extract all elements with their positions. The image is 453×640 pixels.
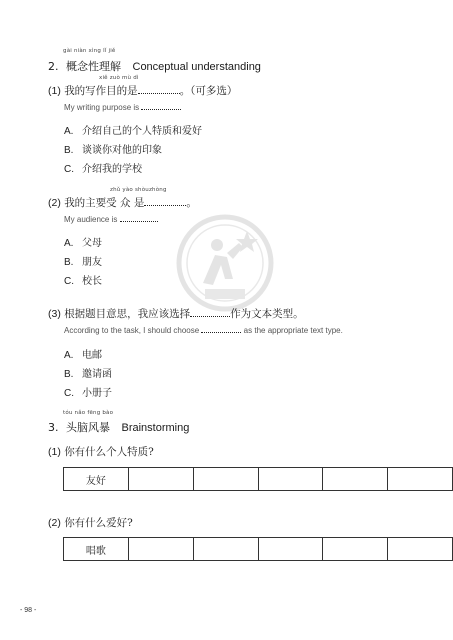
q3-text-after: 作为文本类型。 — [230, 308, 304, 320]
b2-cell[interactable] — [323, 538, 388, 561]
q3-option-c-text: 小册子 — [82, 388, 112, 399]
q2-option-b-text: 朋友 — [82, 257, 102, 268]
q3-number: (3) — [48, 308, 61, 320]
section3-title-cn: 头脑风暴 — [66, 421, 110, 434]
q2-option-b[interactable] — [64, 253, 102, 268]
q2-pinyin: zhǔ yào shòuzhòng — [110, 187, 167, 193]
b1-cell[interactable] — [258, 468, 323, 491]
section2-title-en: Conceptual understanding — [132, 61, 261, 73]
q1-number: (1) — [48, 85, 61, 97]
q3-english-before: According to the task, I should choose — [64, 326, 200, 335]
b2-cell[interactable]: 唱歌 — [64, 538, 129, 561]
q2-option-c-text: 校长 — [82, 276, 102, 287]
q1-pinyin: xiě zuò mù dì — [99, 75, 139, 81]
b1-cell[interactable]: 友好 — [64, 468, 129, 491]
section3-pinyin: tóu nǎo fēng bào — [63, 410, 114, 416]
q1-option-b[interactable] — [64, 141, 162, 156]
q2-english-text: My audience is — [64, 215, 118, 224]
b1-cell[interactable] — [323, 468, 388, 491]
q2-option-c[interactable] — [64, 272, 102, 287]
q1-option-a[interactable] — [64, 122, 202, 137]
q2-option-a-letter: A. — [64, 238, 74, 249]
q2-option-a[interactable] — [64, 234, 102, 249]
q1-option-b-text: 谈谈你对他的印象 — [82, 145, 162, 156]
section2-pinyin: gài niàn xìng lǐ jiě — [63, 48, 116, 54]
q3-english-blank[interactable] — [201, 324, 241, 333]
q2-number: (2) — [48, 197, 61, 209]
q3-option-b-text: 邀请函 — [82, 369, 112, 380]
section2-number: 2. — [48, 60, 59, 73]
b2-cell[interactable] — [258, 538, 323, 561]
q3-option-b[interactable] — [64, 365, 112, 380]
q1-option-b-letter: B. — [64, 145, 74, 156]
section3-heading — [48, 419, 189, 435]
b2-number: (2) — [48, 517, 61, 529]
q3-option-b-letter: B. — [64, 369, 74, 380]
q2-question — [48, 195, 197, 210]
section3-number: 3. — [48, 421, 59, 434]
q2-option-b-letter: B. — [64, 257, 74, 268]
q1-option-c-text: 介绍我的学校 — [82, 164, 142, 175]
q3-english — [64, 324, 343, 335]
b1-text: 你有什么个人特质? — [64, 446, 154, 458]
b1-question — [48, 444, 154, 459]
b1-cell[interactable] — [193, 468, 258, 491]
q2-text-after: 。 — [186, 197, 197, 209]
page-number: - 98 - — [20, 607, 37, 614]
watermark-logo — [175, 213, 275, 313]
b1-number: (1) — [48, 446, 61, 458]
q1-answer-blank[interactable] — [138, 83, 180, 94]
b1-cell[interactable] — [388, 468, 453, 491]
q2-english-blank[interactable] — [120, 213, 158, 222]
q1-text-after: 。（可多选） — [179, 85, 238, 97]
q1-option-a-letter: A. — [64, 126, 74, 137]
q1-option-c-letter: C. — [64, 164, 74, 175]
q3-option-c-letter: C. — [64, 388, 74, 399]
q1-english-blank[interactable] — [141, 101, 181, 110]
section2-heading — [48, 58, 261, 74]
q1-english — [64, 101, 181, 112]
q3-option-a-letter: A. — [64, 350, 74, 361]
b2-table — [63, 537, 453, 561]
section3-title-en: Brainstorming — [121, 422, 190, 434]
b1-cell[interactable] — [128, 468, 193, 491]
q3-answer-blank[interactable] — [190, 306, 230, 317]
q1-question — [48, 83, 237, 98]
q3-option-a-text: 电邮 — [82, 350, 102, 361]
q3-question — [48, 306, 304, 321]
q3-option-c[interactable] — [64, 384, 112, 399]
section2-title-cn: 概念性理解 — [66, 60, 121, 73]
b2-cell[interactable] — [388, 538, 453, 561]
q2-option-c-letter: C. — [64, 276, 74, 287]
q2-text-before: 我的主要受 众 是 — [64, 197, 145, 209]
q3-option-a[interactable] — [64, 346, 102, 361]
q3-english-after: as the appropriate text type. — [243, 326, 343, 335]
b2-text: 你有什么爱好? — [64, 517, 133, 529]
q3-text-before: 根据题目意思，我应该选择 — [64, 308, 191, 320]
b2-question — [48, 515, 133, 530]
q2-answer-blank[interactable] — [144, 195, 186, 206]
q1-option-c[interactable] — [64, 160, 142, 175]
q1-text-before: 我的写作目的是 — [64, 85, 138, 97]
b2-cell[interactable] — [193, 538, 258, 561]
q1-option-a-text: 介绍自己的个人特质和爱好 — [82, 126, 202, 137]
q2-english — [64, 213, 158, 224]
q1-english-text: My writing purpose is — [64, 103, 140, 112]
b1-table — [63, 467, 453, 491]
q2-option-a-text: 父母 — [82, 238, 102, 249]
b2-cell[interactable] — [128, 538, 193, 561]
